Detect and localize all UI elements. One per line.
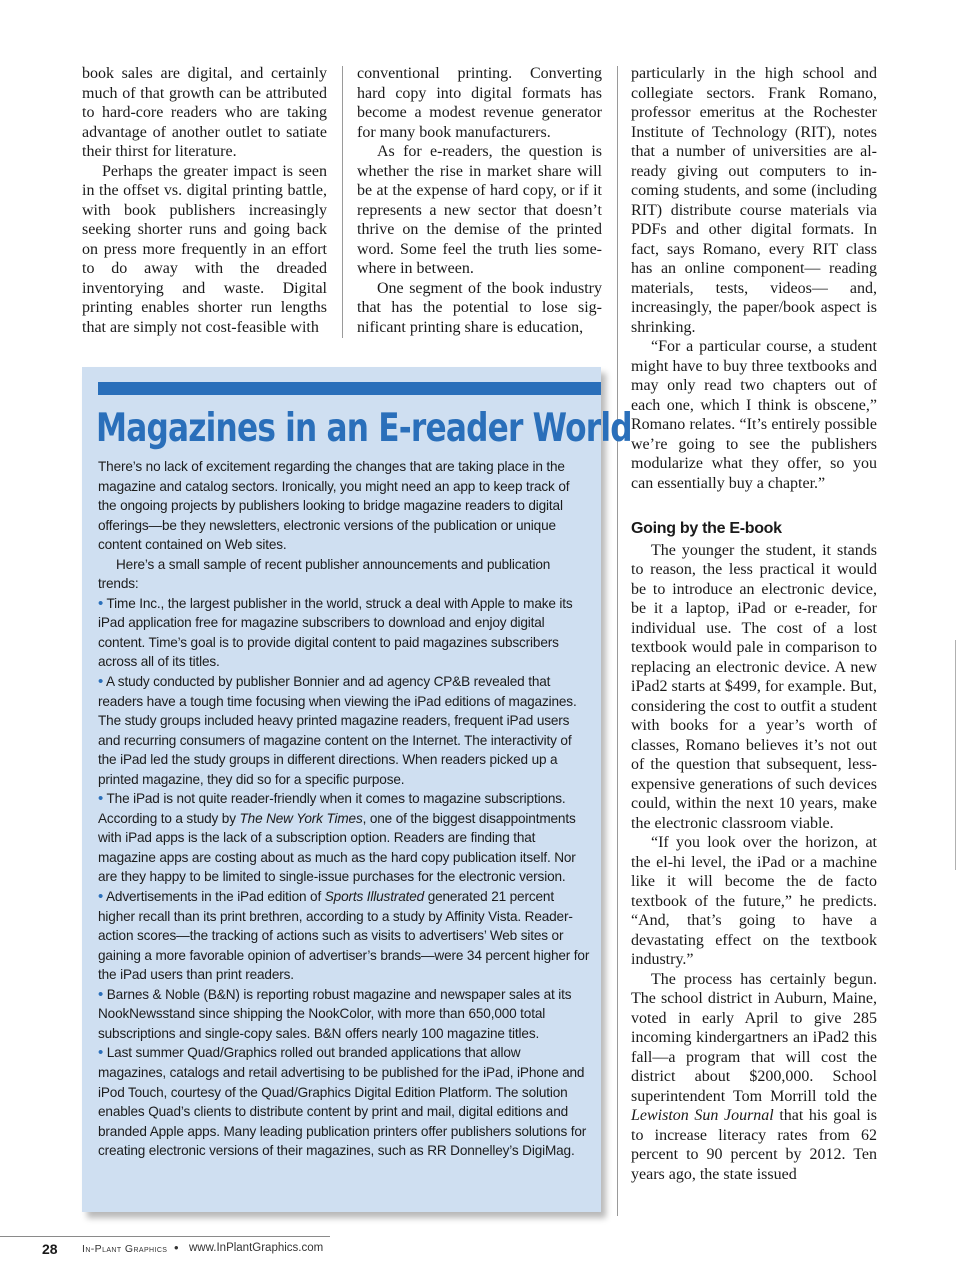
body-paragraph: The younger the student, it stands to reason, the less practical it would be to introduce an electronic device, be it a laptop, iPad or e-reader, for individual use. The cost of a lost textbook would pale in comparison to replacing an electronic device. A new iPad2 starts at $499, for example. But, considering the cost to outfit a student with books for a year’s worth of classes, Romano believes it’s not out of the question that subsequent, less-expensive generations of such devices could, within the next 10 years, make the electronic classroom viable. bbox=[631, 541, 877, 832]
bullet-text: Last summer Quad/Graphics rolled out branded applications that allow magazines, catalogs and retail advertising to be published for the iPad, iPhone and iPod Touch, courtesy of the Quad/Graphics Digital Edition Platform. The solution enables Quad’s clients to distribute content by print and mail, digital editions and branded Apple apps. Many leading publication printers offer publishers solutions for creating electronic versions of their magazines, such as RR Donnelley’s DigiMag. bbox=[98, 1045, 587, 1159]
body-text: that his goal is to increase literacy rates from 62 percent to 90 percent by 2012. Ten years ago, the state issued bbox=[631, 1107, 878, 1183]
sidebar-box bbox=[82, 367, 632, 1212]
page-edge-mark bbox=[955, 640, 956, 870]
section-subhead: Going by the E-book bbox=[631, 520, 782, 537]
bullet-icon: • bbox=[98, 594, 104, 612]
body-paragraph: particularly in the high school and collegiate sectors. Frank Romano, professor emeritus at the Rochester Institute of Technology (RIT), notes that a number of universities are already giving out computers to incoming students, and some (including RIT) distribute course materials via PDFs and other digital formats. In fact, says Romano, every RIT class has an online component— reading materials, tests, videos— and, increasingly, the paper/book aspect is shrinking. bbox=[631, 65, 877, 336]
page-footer bbox=[0, 1236, 330, 1260]
bullet-icon: • bbox=[98, 985, 104, 1003]
sidebar-bullet-item bbox=[98, 672, 591, 789]
sidebar-accent-bar bbox=[98, 382, 601, 395]
bullet-icon: • bbox=[98, 1044, 104, 1062]
article-column-2 bbox=[357, 64, 602, 337]
publication-name: The New York Times bbox=[239, 810, 363, 826]
publication-name: In-Plant Graphics bbox=[82, 1243, 168, 1255]
publication-name: Sports Illustrated bbox=[324, 889, 425, 905]
bullet-text: The iPad is not quite reader-friendly when it comes to magazine subscriptions. According to a study by bbox=[98, 791, 566, 826]
article-column-1 bbox=[82, 64, 327, 337]
sidebar-bullet-item bbox=[98, 985, 591, 1044]
body-paragraph: conventional printing. Converting hard copy into digital formats has become a modest revenue generator for many book manufacturers. bbox=[357, 65, 602, 141]
sidebar-bullet-item bbox=[98, 1043, 591, 1160]
bullet-text: Advertisements in the iPad edition of bbox=[106, 889, 322, 905]
page-number: 28 bbox=[42, 1241, 58, 1257]
body-paragraph: book sales are digital, and certainly much of that growth can be attributed to hard-core readers who are taking advantage of another outlet to satiate their thirst for literature. bbox=[82, 65, 327, 160]
bullet-icon: • bbox=[98, 673, 104, 691]
sidebar-paragraph: Here’s a small sample of recent publisher announcements and publication trends: bbox=[98, 556, 551, 592]
bullet-text: Time Inc., the largest publisher in the world, struck a deal with Apple to make its iPad application free for magazine subscribers to download and enjoy digital content. Time’s goal is to provide digital content to paid magazines subscribers across all of its titles. bbox=[98, 595, 573, 670]
column-divider bbox=[342, 66, 343, 338]
sidebar-bullet-item bbox=[98, 887, 591, 985]
column-divider bbox=[617, 66, 618, 1216]
bullet-text: generated 21 percent higher recall than its print brethren, according to a study by Affinity Vista. Reader-action scores—the tracking of actions such as visits to advertisers’ Web sites or gaining a more favorable opinion of advertiser’s brands—were 34 percent higher for the iPad users than print readers. bbox=[98, 889, 590, 983]
bullet-text: Barnes & Noble (B&N) is reporting robust magazine and newspaper sales at its NookNewsstand since shipping the NookColor, with more than 650,000 total subscriptions and single-copy sales. B&N offers nearly 100 magazine titles. bbox=[98, 986, 572, 1041]
body-paragraph bbox=[631, 970, 877, 1185]
body-paragraph: “If you look over the horizon, at the el-hi level, the iPad or a machine like it will become the de facto textbook of the future,” he predicts. “And, that’s going to have a devastating effect on the textbook industry.” bbox=[631, 834, 877, 968]
bullet-icon: • bbox=[98, 790, 104, 808]
bullet-text: A study conducted by publisher Bonnier and ad agency CP&B revealed that readers have a tough time focusing when viewing the iPad editions of magazines. The study groups included heavy printed magazine readers, frequent iPad users and recurring consumers of magazine content on the Internet. The interactivity of the iPad led the study groups in different directions. When readers picked up a printed magazine, they did so for a specific purpose. bbox=[98, 674, 577, 787]
body-paragraph: Perhaps the greater impact is seen in the offset vs. digital printing battle, with book publishers increasingly seeking shorter runs and going back on press more frequently in an effort to do away with the dreaded inventorying and waste. Digital printing enables shorter run lengths that are simply not cost-feasible with bbox=[82, 162, 327, 336]
body-paragraph: “For a particular course, a student might have to buy three textbooks and may only read two chapters out of each one, which I think is obscene,” Romano relates. “It’s entirely possible we’re going to see the publishers modularize what they offer, so you can essentially buy a chapter.” bbox=[631, 338, 877, 492]
sidebar-body bbox=[98, 457, 591, 1161]
sidebar-paragraph: There’s no lack of excitement regarding the changes that are taking place in the magazine and catalog sectors. Ironically, you might need an app to keep track of the ongoing projects by publishers looking to bridge magazine readers to digital offerings—be they newsletters, electronic versions of the publication or unique content contained on Web sites. bbox=[98, 459, 570, 553]
footer-rule bbox=[0, 1236, 330, 1237]
sidebar-bullet-item bbox=[98, 789, 591, 887]
body-paragraph: One segment of the book industry that has the potential to lose significant printing share is education, bbox=[357, 279, 602, 336]
bullet-icon: • bbox=[98, 888, 104, 906]
body-paragraph: As for e-readers, the question is whether the rise in market share will be at the expense of hard copy, or if it represents a new sector that doesn’t thrive on the demise of the printed word. Some feel the truth lies somewhere in between. bbox=[357, 143, 602, 277]
bullet-text: , one of the biggest disappointments with iPad apps is the lack of a subscription option. Readers are finding that magazine apps are costing about as much as the hard copy publication itself. Nor are they happy to be limited to single-issue purchases for the electronic version. bbox=[98, 810, 576, 885]
body-text: The process has certainly begun. The school district in Auburn, Maine, voted in early April to give 285 incoming kindergartners an iPad2 this fall—a program that will cost the district about $200,000. School superintendent Tom Morrill told the bbox=[631, 970, 877, 1105]
publication-name: Lewiston Sun Journal bbox=[631, 1107, 774, 1124]
website-url: www.InPlantGraphics.com bbox=[189, 1242, 324, 1254]
sidebar-bullet-item bbox=[98, 594, 591, 672]
bullet-separator-icon: • bbox=[174, 1240, 179, 1255]
article-column-3 bbox=[631, 64, 877, 1184]
sidebar-title: Magazines in an E-reader World bbox=[96, 406, 632, 451]
